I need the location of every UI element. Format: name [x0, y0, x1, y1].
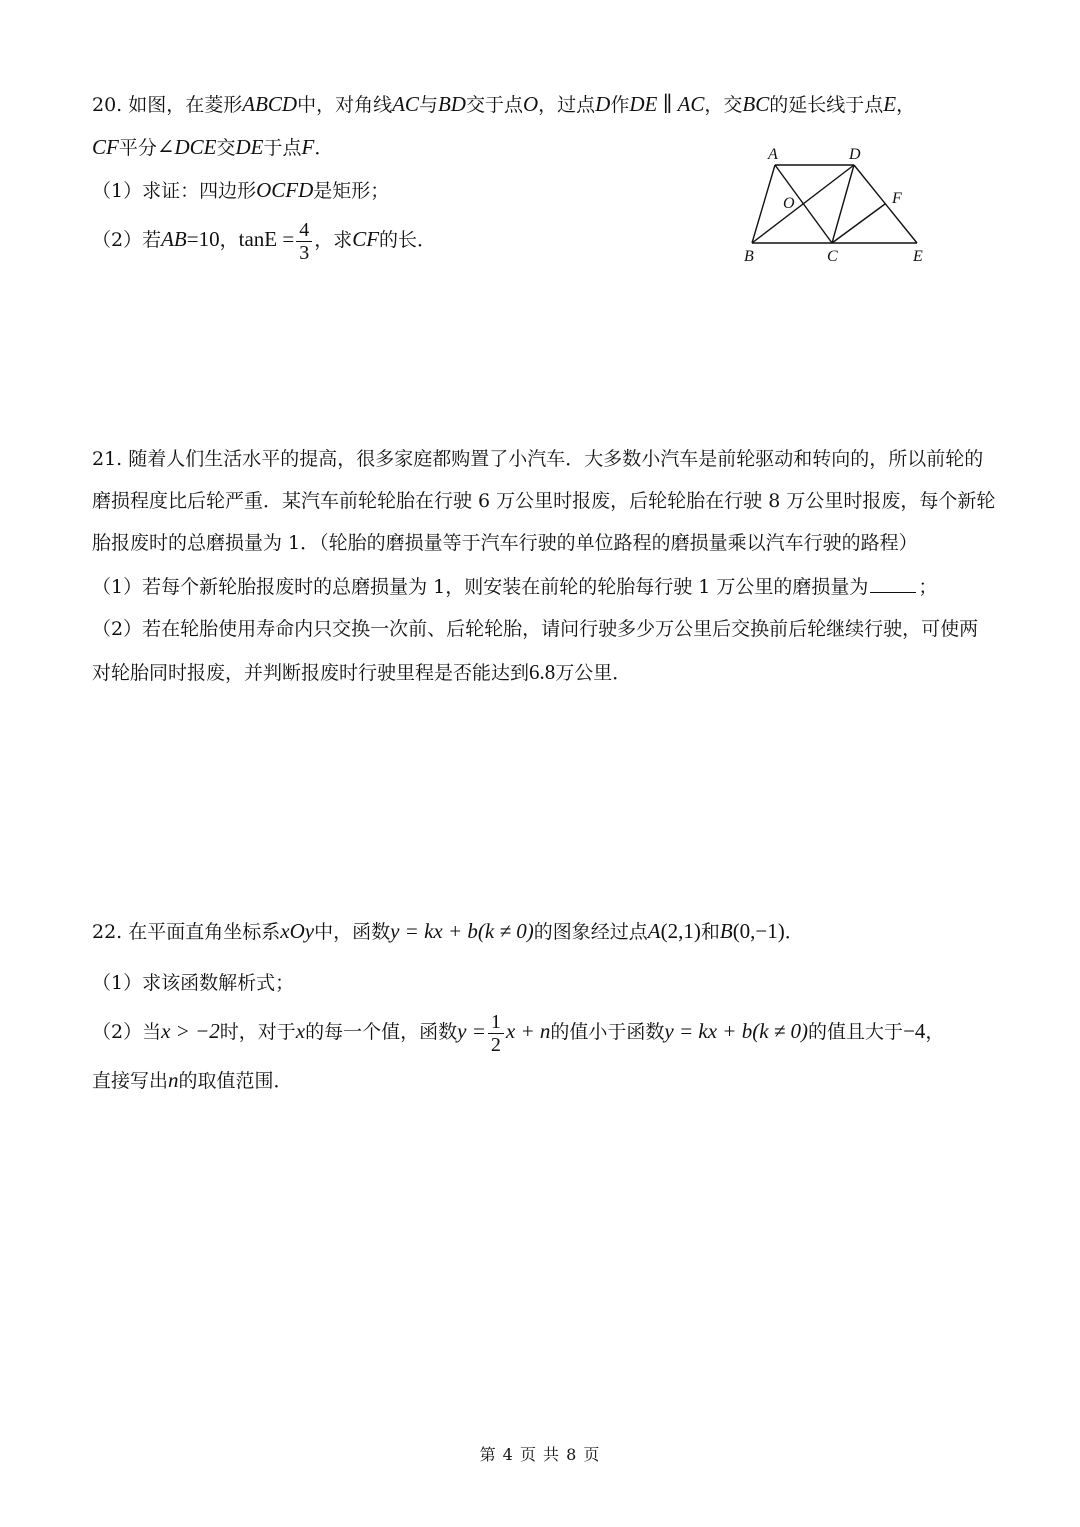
q20-line-2: CF平分∠DCE交DE于点F． — [92, 135, 334, 159]
segment-bd — [752, 165, 854, 243]
q22-part-1: （1）求该函数解析式； — [92, 972, 295, 994]
q22-line-1: 22. 在平面直角坐标系xOy中，函数y = kx + b(k ≠ 0)的图象经过点A(2,1)和B(0,−1)． — [92, 919, 804, 943]
label-d: D — [849, 146, 861, 163]
q21-part-1: （1）若每个新轮胎报废时的总磨损量为 1，则安装在前轮的轮胎每行驶 1 万公里的磨损量为 ； — [92, 576, 938, 598]
segment-cf — [832, 204, 885, 243]
answer-blank[interactable] — [870, 574, 916, 593]
label-o: O — [783, 195, 795, 212]
q22-part-2-line-1: （2）当x > −2时，对于x的每一个值，函数y = $\frac{1}{2}$ x + n的值小于函数y = kx + b(k ≠ 0)的值且大于−4， — [92, 1010, 945, 1056]
page-footer: 第 4 页 共 8 页 — [479, 1445, 601, 1464]
label-e: E — [913, 248, 923, 265]
label-f: F — [892, 190, 902, 207]
q21-part-2-line-2: 对轮胎同时报废，并判断报废时行驶里程是否能达到6.8万公里． — [92, 660, 632, 684]
q21-line-2: 磨损程度比后轮严重．某汽车前轮轮胎在行驶 6 万公里时报废，后轮轮胎在行驶 8 万公里时报废，每个新轮 — [92, 490, 996, 512]
label-c: C — [827, 248, 838, 265]
label-a: A — [768, 146, 778, 163]
q20-part-2: （2）若AB=10，tanE = $\frac{4}{3}$ ，求CF的长． — [92, 218, 437, 264]
q20-part-1: （1）求证：四边形OCFD是矩形； — [92, 178, 390, 202]
q20-line-1: 20. 如图，在菱形ABCD中，对角线AC与BD交于点O，过点D作DE ∥ AC，交BC的延长线于点E， — [92, 92, 916, 116]
label-b: B — [744, 248, 754, 265]
fraction-1-2: $\frac{1}{2}$ — [488, 1011, 504, 1056]
q21-line-1: 21. 随着人们生活水平的提高，很多家庭都购置了小汽车．大多数小汽车是前轮驱动和转向的，所以前轮的 — [92, 448, 984, 470]
q22-part-2-line-2: 直接写出n的取值范围． — [92, 1068, 293, 1092]
rhombus-figure — [735, 140, 940, 270]
q21-line-3: 胎报废时的总磨损量为 1．（轮胎的磨损量等于汽车行驶的单位路程的磨损量乘以汽车行驶的路程） — [92, 532, 918, 554]
fraction-4-3: $\frac{4}{3}$ — [296, 219, 312, 264]
segment-dc — [832, 165, 854, 243]
segment-de — [854, 165, 917, 243]
q21-part-2-line-1: （2）若在轮胎使用寿命内只交换一次前、后轮轮胎，请问行驶多少万公里后交换前后轮继续行驶，可使两 — [92, 618, 979, 640]
segment-ab — [752, 165, 775, 243]
